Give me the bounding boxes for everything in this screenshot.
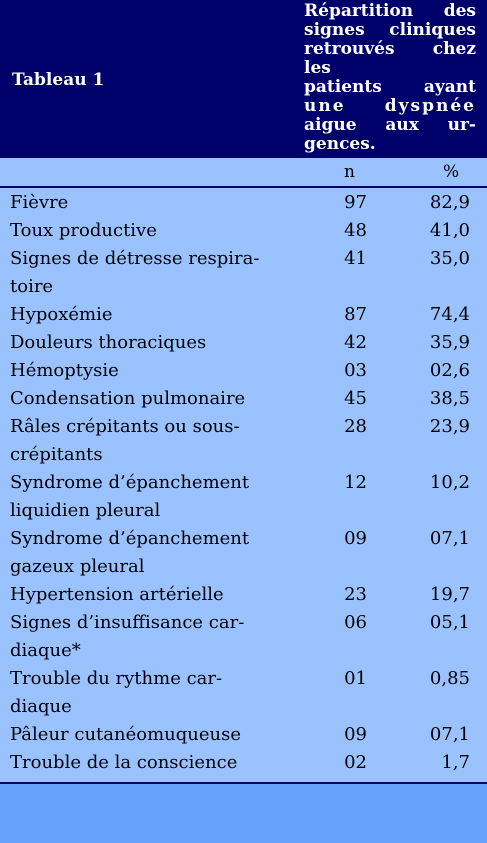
row-label: diaque (10, 696, 72, 717)
row-label: crépitants (10, 444, 103, 465)
row-percent: 02,6 (429, 360, 470, 381)
row-label: Hypertension artérielle (10, 584, 224, 605)
description-line: Répartition des (304, 1, 476, 21)
row-label: diaque* (10, 640, 81, 661)
column-header-n: n (344, 162, 355, 182)
row-label: Syndrome d’épanchement (10, 528, 250, 549)
row-percent: 35,0 (429, 248, 470, 269)
row-percent: 07,1 (429, 528, 470, 549)
row-label: Fièvre (10, 192, 69, 213)
row-count: 23 (344, 584, 367, 605)
description-line: patients ayant (304, 77, 476, 97)
row-count: 87 (344, 304, 367, 325)
row-count: 09 (344, 724, 367, 745)
description-line: retrouvés chez les (304, 39, 476, 78)
row-label: Hypoxémie (10, 304, 113, 325)
row-label: toire (10, 276, 54, 297)
row-label: Hémoptysie (10, 360, 119, 381)
row-percent: 74,4 (429, 304, 470, 325)
row-label: liquidien pleural (10, 500, 161, 521)
table-bottom-divider (0, 782, 487, 784)
row-label: Condensation pulmonaire (10, 388, 246, 409)
row-count: 45 (344, 388, 367, 409)
row-percent: 1,7 (441, 752, 470, 773)
table-description (304, 2, 476, 154)
description-line: gences. (304, 134, 376, 154)
row-count: 41 (344, 248, 367, 269)
row-percent: 35,9 (429, 332, 470, 353)
row-label: Toux productive (10, 220, 157, 241)
description-line: aigue aux ur- (304, 115, 476, 135)
row-label: Trouble de la conscience (10, 752, 238, 773)
description-line: une dyspnée (304, 96, 476, 116)
row-label: Signes d’insuffisance car- (10, 612, 245, 633)
row-percent: 05,1 (429, 612, 470, 633)
row-count: 03 (344, 360, 367, 381)
row-count: 42 (344, 332, 367, 353)
row-label: Pâleur cutanéomuqueuse (10, 724, 241, 745)
row-label: Signes de détresse respira- (10, 248, 260, 269)
row-count: 09 (344, 528, 367, 549)
row-count: 02 (344, 752, 367, 773)
description-line: signes cliniques (304, 20, 476, 40)
row-count: 48 (344, 220, 367, 241)
row-percent: 19,7 (429, 584, 470, 605)
column-header-percent: % (443, 162, 460, 182)
row-label: Trouble du rythme car- (10, 668, 223, 689)
row-count: 01 (344, 668, 367, 689)
row-label: Râles crépitants ou sous- (10, 416, 240, 437)
row-count: 12 (344, 472, 367, 493)
row-percent: 38,5 (429, 388, 470, 409)
row-percent: 23,9 (429, 416, 470, 437)
row-label: Douleurs thoraciques (10, 332, 207, 353)
header-divider (0, 186, 487, 188)
row-count: 06 (344, 612, 367, 633)
row-label: gazeux pleural (10, 556, 145, 577)
table-header (0, 0, 487, 158)
row-percent: 41,0 (429, 220, 470, 241)
row-percent: 10,2 (429, 472, 470, 493)
table-title: Tableau 1 (12, 70, 105, 90)
row-percent: 0,85 (429, 668, 470, 689)
row-count: 28 (344, 416, 367, 437)
row-percent: 82,9 (429, 192, 470, 213)
row-count: 97 (344, 192, 367, 213)
row-label: Syndrome d’épanchement (10, 472, 250, 493)
row-percent: 07,1 (429, 724, 470, 745)
